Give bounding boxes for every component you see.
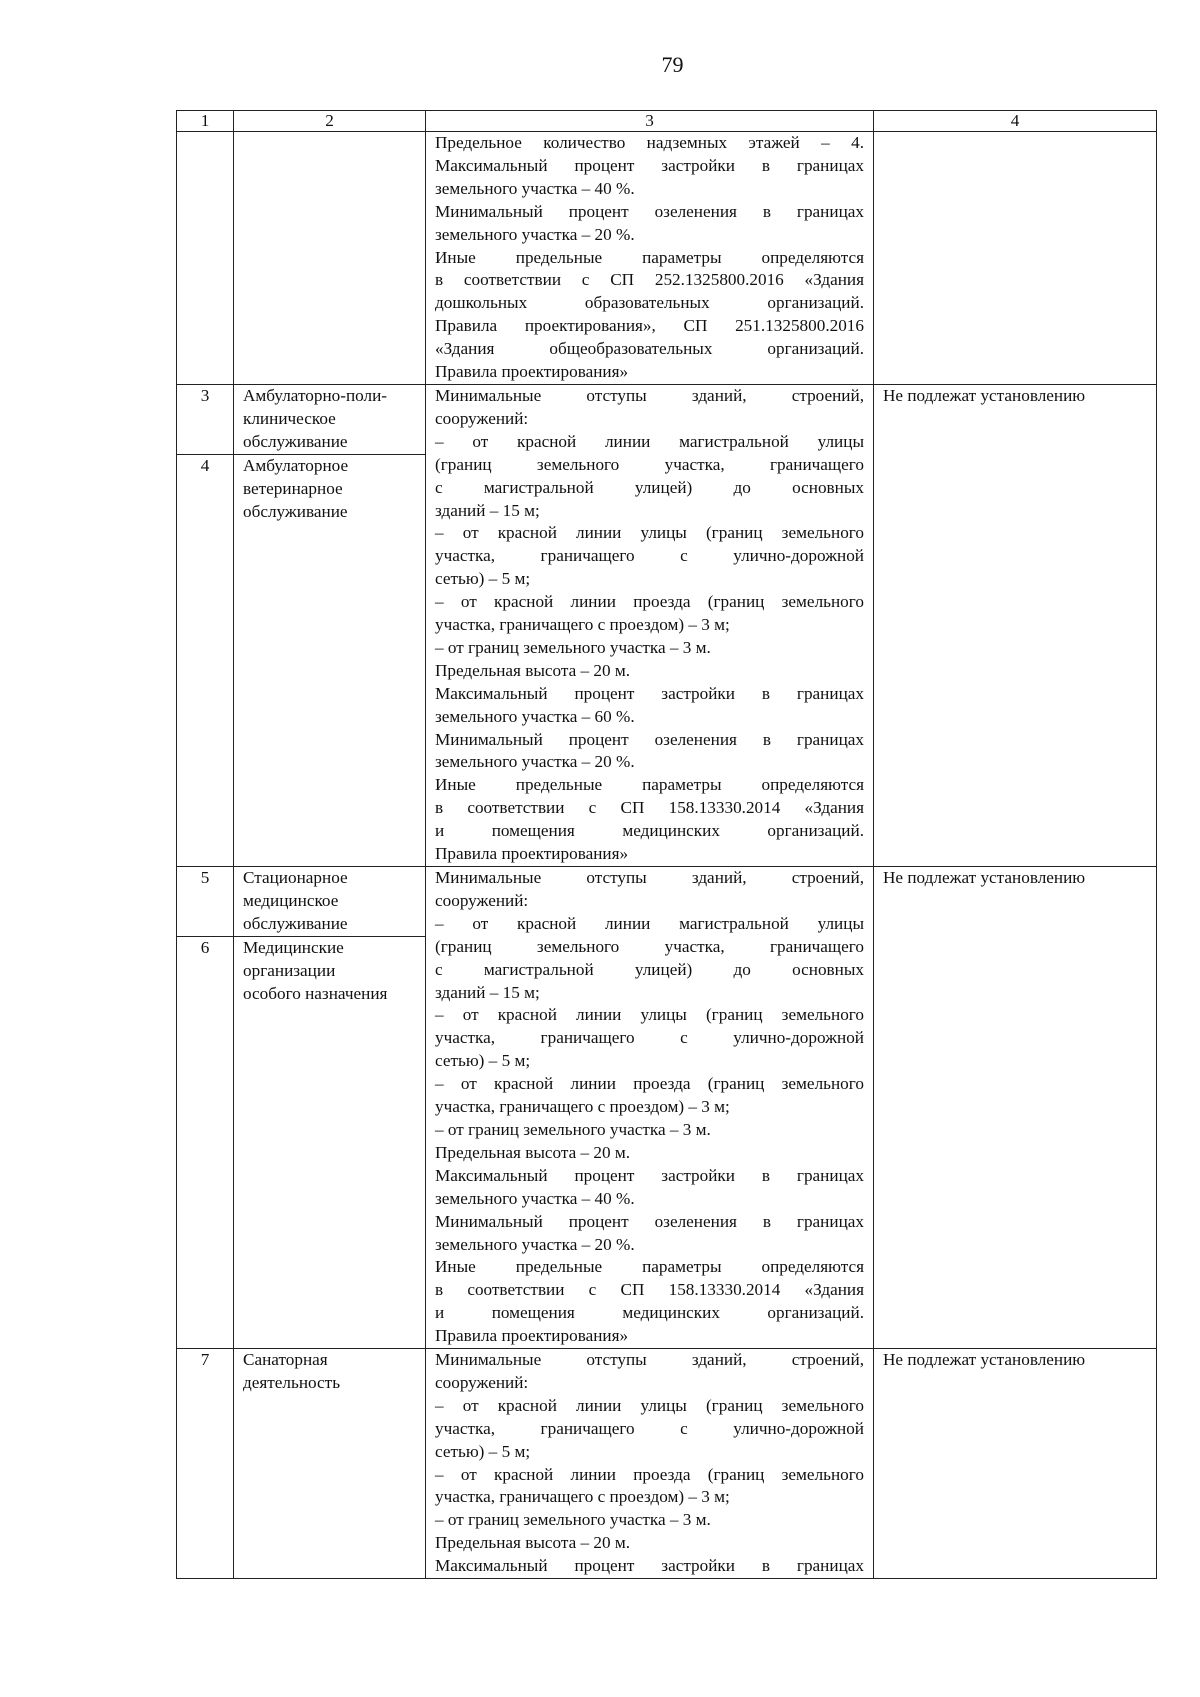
param-line: земельного участка – 60 %. [435,706,635,726]
param-line: Максимальный процент застройки в границах [435,1556,864,1576]
param-line: в соответствии с СП 158.13330.2014 «Здания [435,1280,864,1300]
row-name [234,867,426,937]
name-line: обслуживание [243,913,348,933]
row-note: Не подлежат установлению [874,867,1157,1349]
param-line: Предельная высота – 20 м. [435,1142,631,1162]
row-name [234,936,426,1348]
param-line: – от красной линии улицы (границ земельного [435,1005,864,1025]
param-line: Минимальные отступы зданий, строений, [435,1350,864,1370]
param-line: участка, граничащего с проездом) – 3 м; [435,1097,730,1117]
param-line: – от красной линии улицы (границ земельного [435,523,864,543]
row-note: Не подлежат установлению [874,384,1157,866]
param-line: – от красной линии магистральной улицы [435,913,864,933]
header-col-2: 2 [234,111,426,132]
name-line: особого назначения [243,983,388,1003]
param-line: – от границ земельного участка – 3 м. [435,1119,711,1139]
row-number: 6 [177,936,234,1348]
param-line: – от красной линии проезда (границ земельного [435,592,864,612]
row-number: 4 [177,454,234,866]
param-line: сетью) – 5 м; [435,1051,531,1071]
param-line: Минимальный процент озеленения в границах [435,201,864,221]
name-line: обслуживание [243,431,348,451]
param-line: и помещения медицинских организаций. [435,1303,864,1323]
param-line: Минимальные отступы зданий, строений, [435,868,864,887]
param-line: – от красной линии магистральной улицы [435,431,864,451]
name-line: организации [243,960,336,980]
name-line: ветеринарное [243,478,343,498]
param-line: участка, граничащего с проездом) – 3 м; [435,1487,730,1507]
row-name [234,384,426,454]
param-line: земельного участка – 20 %. [435,1234,635,1254]
param-line: Правила проектирования», СП 251.1325800.2016 [435,316,864,336]
row-name [234,1349,426,1579]
param-line: земельного участка – 20 %. [435,224,635,244]
row-parameters [426,867,874,1349]
param-line: Предельное количество надземных этажей – 4. [435,133,864,152]
param-line: Максимальный процент застройки в границах [435,155,864,175]
row-number: 7 [177,1349,234,1579]
name-line: Стационарное [243,868,348,887]
param-line: (границ земельного участка, граничащего [435,936,864,956]
param-line: Минимальный процент озеленения в границах [435,1211,864,1231]
param-line: участка, граничащего с проездом) – 3 м; [435,615,730,635]
param-line: сооружений: [435,890,529,910]
header-col-3: 3 [426,111,874,132]
param-line: сооружений: [435,1372,529,1392]
param-line: Предельная высота – 20 м. [435,660,631,680]
name-line: деятельность [243,1372,341,1392]
param-line: земельного участка – 40 %. [435,1188,635,1208]
param-line: Максимальный процент застройки в границах [435,1165,864,1185]
param-line: участка, граничащего с улично-дорожной [435,1028,864,1048]
row-name [234,132,426,385]
row-parameters [426,384,874,866]
name-line: Медицинские [243,937,344,957]
param-line: – от границ земельного участка – 3 м. [435,1510,711,1530]
param-line: Правила проектирования» [435,844,629,864]
param-line: (границ земельного участка, граничащего [435,454,864,474]
param-line: – от красной линии проезда (границ земельного [435,1464,864,1484]
param-line: зданий – 15 м; [435,982,540,1002]
name-line: Амбулаторно-поли- [243,385,388,405]
row-note [874,132,1157,385]
param-line: с магистральной улицей) до основных [435,477,864,497]
param-line: сетью) – 5 м; [435,1441,531,1461]
row-number [177,132,234,385]
header-col-4: 4 [874,111,1157,132]
param-line: Предельная высота – 20 м. [435,1533,631,1553]
param-line: участка, граничащего с улично-дорожной [435,546,864,566]
table-header-row [177,111,1157,132]
row-parameters [426,132,874,385]
table-row [177,384,1157,454]
row-number: 3 [177,384,234,454]
param-line: сооружений: [435,408,529,428]
param-line: зданий – 15 м; [435,500,540,520]
param-line: участка, граничащего с улично-дорожной [435,1418,864,1438]
table-row [177,867,1157,937]
name-line: обслуживание [243,501,348,521]
table-row [177,1349,1157,1579]
row-name [234,454,426,866]
param-line: Иные предельные параметры определяются [435,1257,864,1277]
header-col-1: 1 [177,111,234,132]
param-line: с магистральной улицей) до основных [435,959,864,979]
row-note: Не подлежат установлению [874,1349,1157,1579]
param-line: в соответствии с СП 158.13330.2014 «Здания [435,798,864,818]
param-line: земельного участка – 40 %. [435,178,635,198]
param-line: Иные предельные параметры определяются [435,247,864,267]
param-line: – от границ земельного участка – 3 м. [435,637,711,657]
name-line: медицинское [243,890,339,910]
param-line: Правила проектирования» [435,362,629,382]
param-line: «Здания общеобразовательных организаций. [435,339,864,359]
table-row [177,132,1157,385]
param-line: Минимальные отступы зданий, строений, [435,385,864,405]
param-line: и помещения медицинских организаций. [435,821,864,841]
row-number: 5 [177,867,234,937]
param-line: Максимальный процент застройки в границах [435,683,864,703]
param-line: Минимальный процент озеленения в границах [435,729,864,749]
param-line: дошкольных образовательных организаций. [435,293,864,313]
param-line: в соответствии с СП 252.1325800.2016 «Здания [435,270,864,290]
param-line: Правила проектирования» [435,1326,629,1346]
param-line: земельного участка – 20 %. [435,752,635,772]
name-line: Санаторная [243,1350,328,1370]
name-line: Амбулаторное [243,455,349,475]
param-line: Иные предельные параметры определяются [435,775,864,795]
regulations-table [176,110,1157,1579]
param-line: – от красной линии улицы (границ земельного [435,1395,864,1415]
row-parameters [426,1349,874,1579]
name-line: клиническое [243,408,336,428]
param-line: – от красной линии проезда (границ земельного [435,1074,864,1094]
param-line: сетью) – 5 м; [435,569,531,589]
page-number: 79 [661,52,684,77]
